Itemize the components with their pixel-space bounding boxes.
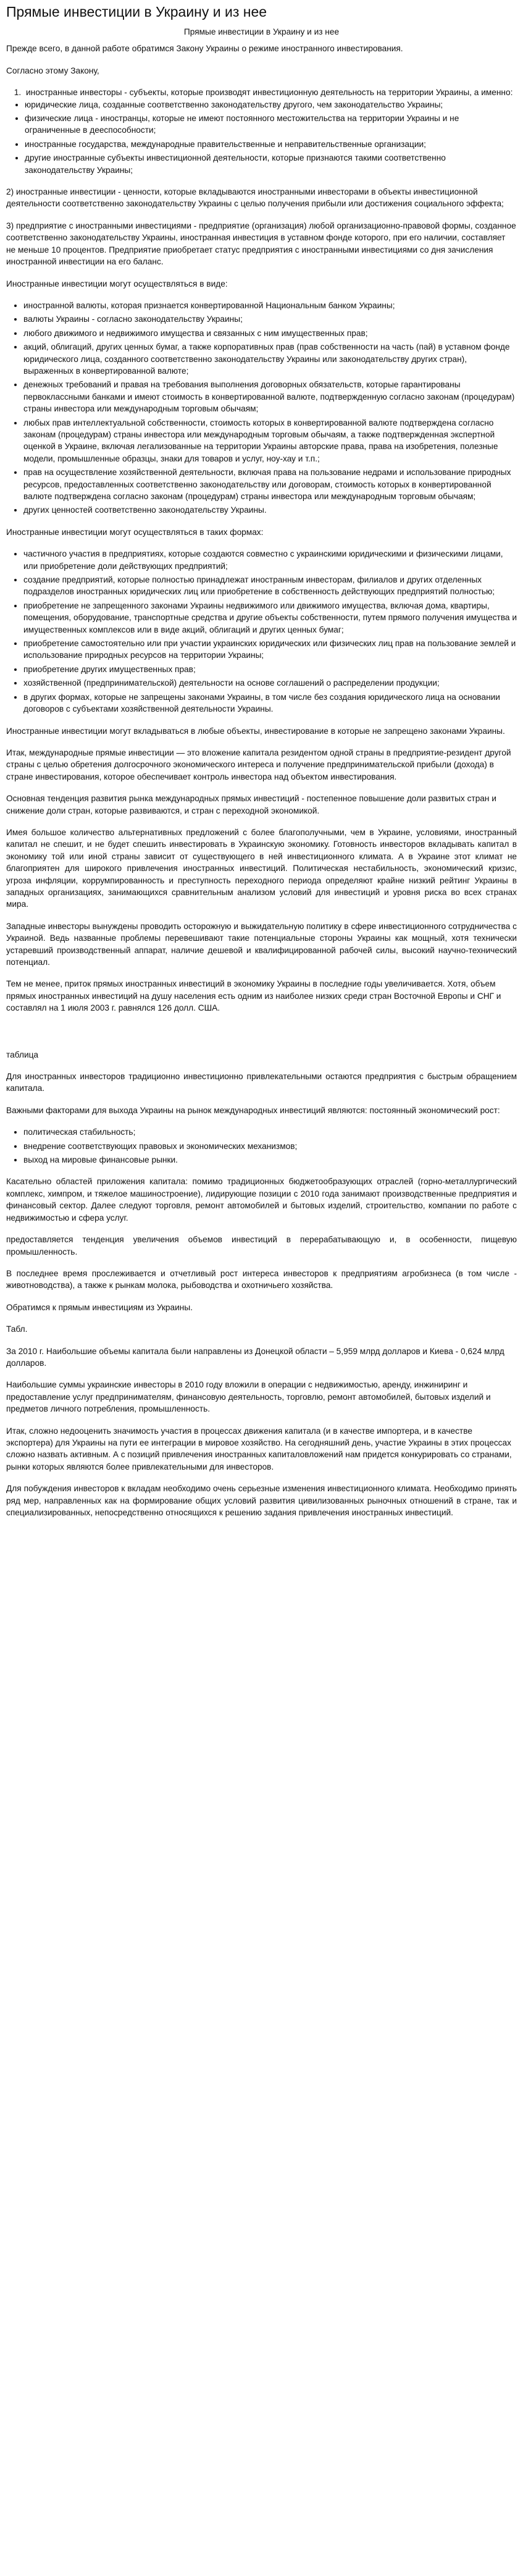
definition-text: иностранные инвесторы - субъекты, которые производят инвестиционную деятельность на территории Украины, а именно: — [26, 88, 513, 98]
page-title: Прямые инвестиции в Украину и из нее — [6, 4, 267, 20]
body-paragraph: Основная тенденция развития рынка международных прямых инвестиций - постепенное повышение доли развитых стран и снижение доли стран, которые развиваются, и стран с переходной экономикой. — [6, 794, 496, 815]
list-item: • иностранные государства, международные правительственные и неправительственные организации; — [25, 138, 517, 150]
body-paragraph: За 2010 г. Наибольшие объемы капитала были направлены из Донецкой области – 5,959 млрд долларов и Киева - 0,624 млрд долларов. — [6, 1346, 504, 1368]
list-item: • других ценностей соответственно законодательству Украины. — [23, 504, 517, 516]
body-paragraph: Имея большое количество альтернативных предложений с более благополучными, чем в Украине, условиями, иностранный капитал не спешит, и не будет спешить инвестировать в Украинскую экономику. Готовность инвесторов вкладывать капитал в экономику той или иной страны зависит от существующего в ней инвестиционного климата. А в Украине этот климат не благоприятен для широкого привлечения иностранных инвестиций. Политическая нестабильность, экономический кризис, угроза инфляции, коррумпированность и преступность переходного периода определяют крайне низкий рейтинг Украины в западных организациях, занимающихся сравнительным анализом условий для инвестиций и уровня риска во всех странах мира. — [6, 827, 517, 909]
body-paragraph: Для иностранных инвесторов традиционно инвестиционно привлекательными остаются предприятия с быстрым обращением капитала. — [6, 1072, 517, 1093]
definitions-list — [6, 86, 517, 176]
list-item: • выход на мировые финансовые рынки. — [23, 1154, 517, 1166]
body-paragraph: Обратимся к прямым инвестициям из Украины. — [6, 1302, 193, 1312]
forms-intro: Иностранные инвестиции могут осуществляться в виде: — [6, 279, 228, 288]
list-item: • любых прав интеллектуальной собственности, стоимость которых в конвертированной валюте подтверждена согласно законам (процедурам) страны инвестора или международным торговым обычаям, а также подтвержденная экспертной оценкой в Украине, включая легализованные на территории Украины авторские права, права на изобретения, полезные модели, промышленные образцы, знаки для товаров и услуг, ноу-хау и т.п.; — [23, 417, 517, 465]
list-item: • юридические лица, созданные соответственно законодательству другого, чем законодательство Украины; — [25, 99, 517, 111]
spacer — [6, 1024, 517, 1049]
body-paragraph: В последнее время прослеживается и отчетливый рост интереса инвесторов к предприятиям агробизнеса (в том числе - животноводства), а также к рынкам молока, рыбоводства и охотничьего хозяйства. — [6, 1268, 517, 1290]
body-paragraph: Важными факторами для выхода Украины на рынок международных инвестиций являются: постоянный экономический рост: — [6, 1105, 500, 1115]
list-item: • валюты Украины - согласно законодательству Украины; — [23, 313, 517, 325]
definition-item — [23, 86, 517, 176]
table-label: таблица — [6, 1050, 39, 1059]
ways-intro: Иностранные инвестиции могут осуществляться в таких формах: — [6, 527, 264, 537]
investment-ways-list — [6, 548, 517, 715]
table-label: Табл. — [6, 1324, 28, 1334]
list-item: • внедрение соответствующих правовых и экономических механизмов; — [23, 1140, 517, 1152]
intro-paragraph: Прежде всего, в данной работе обратимся Закону Украины о режиме иностранного инвестирования. — [6, 44, 403, 54]
list-item: • физические лица - иностранцы, которые не имеют постоянного местожительства на территории Украины и не ограниченные в дееспособности; — [25, 112, 517, 137]
list-item: • хозяйственной (предпринимательской) деятельности на основе соглашений о распределении продукции; — [23, 677, 517, 689]
body-paragraph: Тем не менее, приток прямых иностранных инвестиций в экономику Украины в последние годы увеличивается. Хотя, объем прямых иностранных инвестиций на душу населения есть одним из наиболее низких среди стран Восточной Европы и СНГ и составлял на 1 июля 2003 г. равнялся 126 долл. США. — [6, 979, 501, 1013]
list-item: • иностранной валюты, которая признается конвертированной Национальным банком Украины; — [23, 300, 517, 311]
definition-paragraph: 3) предприятие с иностранными инвестициями - предприятие (организация) любой организационно-правовой формы, созданное соответственно законодательству Украины, иностранная инвестиция в уставном фонде которого, при его наличии, составляет не меньше 10 процентов. Предприятие приобретает статус предприятия с иностранными инвестициями со дня зачисления иностранной инвестиции на его баланс. — [6, 221, 516, 267]
investor-types-list — [7, 99, 517, 176]
article-subtitle: Прямые инвестиции в Украину и из нее — [183, 27, 340, 36]
list-item: • акций, облигаций, других ценных бумаг, а также корпоративных прав (прав собственности на часть (пай) в уставном фонде юридического лица, созданного соответственно законодательству Украины или законодательству других стран), выраженных в конвертированной валюте; — [23, 341, 517, 377]
intro-paragraph: Согласно этому Закону, — [6, 65, 99, 75]
list-item: • в других формах, которые не запрещены законами Украины, в том числе без создания юридического лица на основании договоров с субъектами хозяйственной деятельности Украины. — [23, 691, 517, 715]
list-item: • политическая стабильность; — [23, 1126, 517, 1138]
list-item: • создание предприятий, которые полностью принадлежат иностранным инвесторам, филиалов и других отделенных подразделов иностранных юридических лиц или приобретение в собственность действующих предприятий полностью; — [23, 574, 517, 598]
list-item: • приобретение не запрещенного законами Украины недвижимого или движимого имущества, включая дома, квартиры, помещения, оборудование, транспортные средства и другие объекты собственности, путем прямого получения имущества и имущественных комплексов или в виде акций, облигаций и других ценных бумаг; — [23, 600, 517, 636]
list-item: • денежных требований и правая на требования выполнения договорных обязательств, которые гарантированы первоклассными банками и имеют стоимость в конвертированной валюте, подтвержденную согласно законам (процедурам) страны инвестора или международным торговым обычаям; — [23, 379, 517, 415]
list-item: • любого движимого и недвижимого имущества и связанных с ним имущественных прав; — [23, 327, 517, 339]
factors-list — [6, 1126, 517, 1166]
body-paragraph: Наибольшие суммы украинские инвесторы в 2010 году вложили в операции с недвижимостью, аренду, инжиниринг и предоставление услуг предпринимателям, финансовую деятельность, торговлю, ремонт автомобилей, бытовых изделий и предметов личного потребления, промышленность. — [6, 1380, 491, 1414]
body-paragraph: Иностранные инвестиции могут вкладываться в любые объекты, инвестирование в которые не запрещено законами Украины. — [6, 726, 505, 736]
list-item: • частичного участия в предприятиях, которые создаются совместно с украинскими юридическими и физическими лицами, или приобретение доли действующих предприятий; — [23, 548, 517, 572]
definition-paragraph: 2) иностранные инвестиции - ценности, которые вкладываются иностранными инвесторами в объекты инвестиционной деятельности соответственно законодательству Украины с целью получения прибыли или достижения социального эффекта; — [6, 187, 504, 209]
body-paragraph: Западные инвесторы вынуждены проводить осторожную и выжидательную политику в сфере инвестиционного сотрудничества с Украиной. Ведь названные проблемы перевешивают такие потенциальные стороны Украины как мощный, хотя технически устаревший производственный аппарат, наличие дешевой и квалифицированной рабочей силы, высокий научно-технический потенциал. — [6, 921, 517, 967]
list-item: • приобретение других имущественных прав; — [23, 663, 517, 675]
investment-forms-list — [6, 300, 517, 516]
body-paragraph: Итак, международные прямые инвестиции — это вложение капитала резидентом одной страны в предприятие-резидент другой страны с целью обретения долгосрочного экономического интереса и получение предпринимательской прибыли (дохода) в стране инвестирования, которое обеспечивает контроль инвестора над объектом инвестирования. — [6, 747, 511, 781]
list-item: • приобретение самостоятельно или при участии украинских юридических или физических лиц прав на пользование землей и использование природных ресурсов на территории Украины; — [23, 638, 517, 662]
body-paragraph: Для побуждения инвесторов к вкладам необходимо очень серьезные изменения инвестиционного климата. Необходимо принять ряд мер, направленных как на формирование общих условий развития цивилизованных рыночных отношений в стране, так и специализированных, непосредственно относящихся к решению задания привлечения иностранных инвестиций. — [6, 1484, 517, 1517]
body-paragraph: Итак, сложно недооценить значимость участия в процессах движения капитала (и в качестве импортера, и в качестве экспортера) для Украины на пути ее интеграции в мировое хозяйство. На сегодняшний день, участие Украины в этих процессах сложно назвать активным. А с позиций привлечения иностранных капиталовложений нам придется конкурировать со странами, рынки которых являются более привлекательными для инвесторов. — [6, 1426, 512, 1471]
body-paragraph: предоставляется тенденция увеличения объемов инвестиций в перерабатывающую и, в особенности, пищевую промышленность. — [6, 1235, 517, 1256]
list-item: • другие иностранные субъекты инвестиционной деятельности, которые признаются такими соответственно законодательству Украины; — [25, 152, 517, 176]
list-item: • прав на осуществление хозяйственной деятельности, включая права на пользование недрами и использование природных ресурсов, предоставленных соответственно законодательству или договорам, стоимость которых в конвертированной валюте подтверждена согласно законам (процедурам) страны инвестора или международным торговым обычаям; — [23, 466, 517, 502]
body-paragraph: Касательно областей приложения капитала: помимо традиционных бюджетообразующих отраслей (горно-металлургический комплекс, химпром, и тяжелое машиностроение), лидирующие позиции с 2010 года занимают производственные предприятия и финансовый сектор. Далее следуют торговля, ремонт автомобилей и бытовых изделий, строительство, компании по работе с недвижимостью и сфера услуг. — [6, 1177, 517, 1223]
